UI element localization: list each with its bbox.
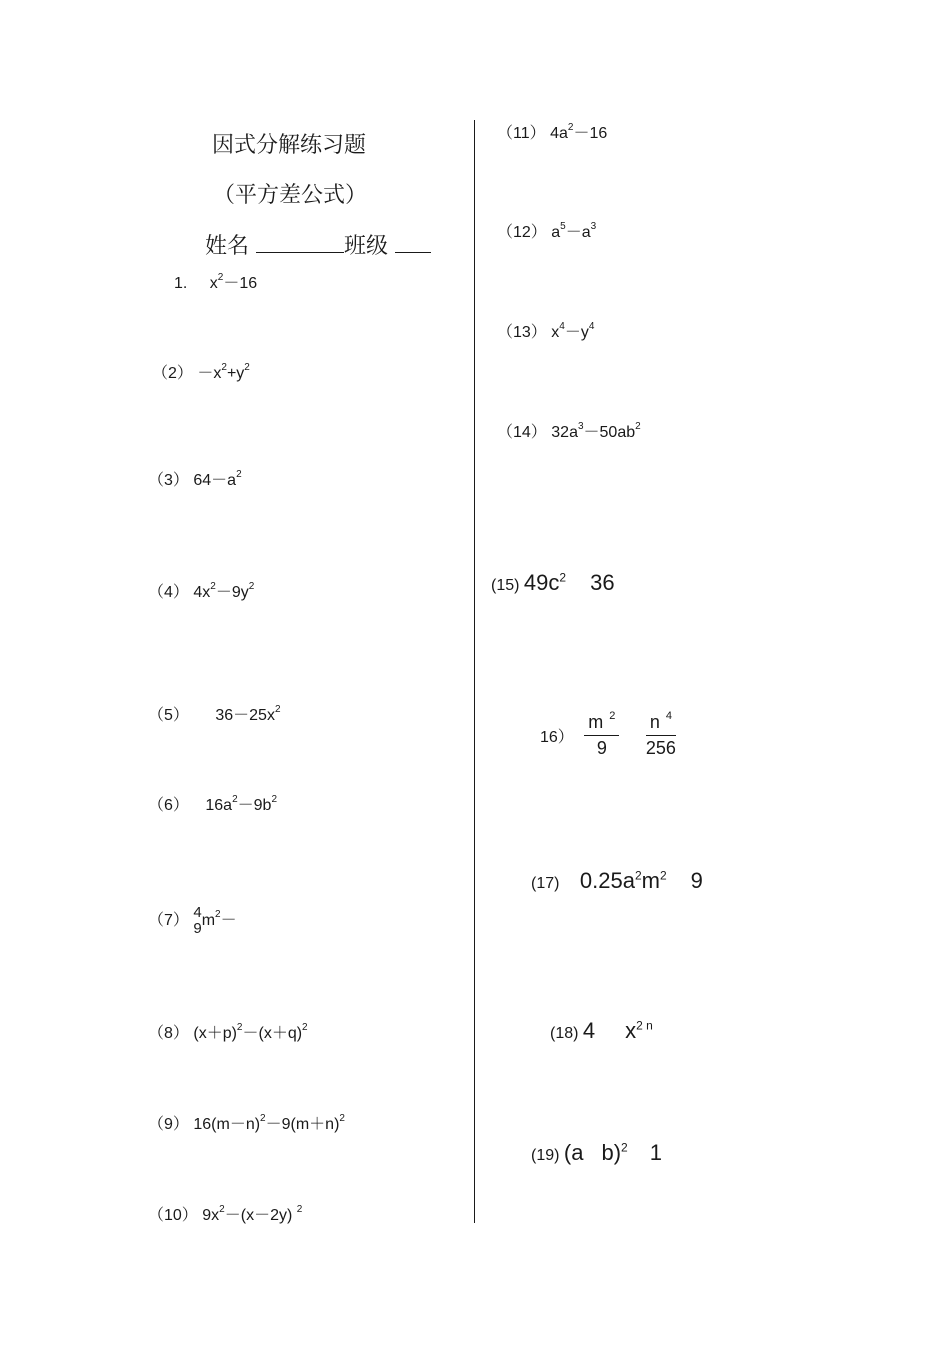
problem-16 (540, 712, 676, 759)
problem-expression: $49c^2$ 36 (523, 570, 615, 595)
problem-label: （13） (497, 324, 547, 341)
problem-label: 1. (174, 275, 188, 292)
problem-expression: $36-25x^2$ (215, 703, 281, 724)
problem-expression: $-x^2+y^2$ (197, 361, 250, 382)
problem-label: （14） (497, 424, 547, 441)
problem-expression: $64-a^2$ (193, 468, 242, 489)
problem-9 (148, 1111, 345, 1134)
problem-11 (497, 120, 607, 143)
fraction-m2-9: $\frac{m ^2}{9}$ (584, 712, 619, 759)
problem-18 (550, 1018, 653, 1044)
problem-15 (491, 570, 615, 596)
problem-1 (174, 270, 257, 293)
problem-label: (18) (550, 1025, 579, 1042)
problem-13 (497, 319, 594, 342)
problem-7 (148, 905, 237, 937)
problem-label: （2） (152, 365, 193, 382)
name-label: 姓名 (205, 234, 250, 259)
name-blank[interactable] (256, 232, 344, 253)
problem-label: （9） (148, 1116, 189, 1133)
problem-8 (148, 1020, 308, 1043)
problem-expression: 4 $x^{2 n}$ (582, 1018, 653, 1043)
page-title: 因式分解练习题 (212, 133, 367, 158)
problem-6 (148, 792, 277, 815)
problem-5 (148, 702, 281, 725)
problem-expression: $16a^2-9b^2$ (205, 793, 277, 814)
problem-expression: (a b)$^2$ 1 (563, 1140, 662, 1165)
problem-label: （5） (148, 707, 189, 724)
problem-expression: $16(m-n)^2-9(m+n)^2$ (193, 1112, 345, 1133)
problem-3 (148, 467, 242, 490)
fraction-n4-256: $\frac{n ^4}{256}$ (645, 710, 676, 758)
page-subtitle: （平方差公式） (213, 183, 368, 208)
problem-label: （11） (497, 125, 546, 142)
problem-expression: $x^4-y^4$ (551, 320, 595, 341)
problem-label: （10） (148, 1207, 198, 1224)
problem-expression: $m^2-$ (201, 908, 237, 930)
problem-label: （12） (497, 224, 547, 241)
class-blank[interactable] (395, 232, 431, 253)
problem-expression: $0.25a^2m^2$ 9 (579, 868, 703, 893)
name-class-line (205, 229, 431, 260)
problem-label: （7） (148, 912, 189, 930)
problem-12 (497, 219, 596, 242)
problem-19 (531, 1140, 662, 1166)
column-divider (474, 120, 475, 1223)
problem-label: （8） (148, 1025, 189, 1042)
problem-2 (152, 360, 250, 383)
problem-label: (15) (491, 577, 520, 594)
problem-4 (148, 579, 254, 602)
problem-label: （6） (148, 797, 189, 814)
class-label: 班级 (344, 234, 389, 259)
problem-label: (17) (531, 875, 560, 892)
problem-label: (19) (531, 1147, 560, 1164)
problem-expression: $4x^2-9y^2$ (193, 580, 255, 601)
problem-expression: $32a^3-50ab^2$ (551, 420, 641, 441)
fraction-4-9: 4 9 (193, 904, 202, 937)
problem-label: （4） (148, 584, 189, 601)
problem-14 (497, 419, 641, 442)
problem-expression: $(x+p)^2-(x+q)^2$ (193, 1021, 308, 1042)
problem-label: （3） (148, 472, 189, 489)
problem-10 (148, 1202, 302, 1225)
problem-expression: $a^5-a^3$ (551, 220, 597, 241)
problem-expression: $x^2-16$ (209, 271, 258, 292)
problem-expression: $4a^2-16$ (550, 121, 608, 142)
problem-label: 16） (540, 729, 574, 746)
problem-17 (531, 868, 703, 894)
problem-expression: $9x^2-(x-2y)$ $^2$ (202, 1203, 303, 1224)
